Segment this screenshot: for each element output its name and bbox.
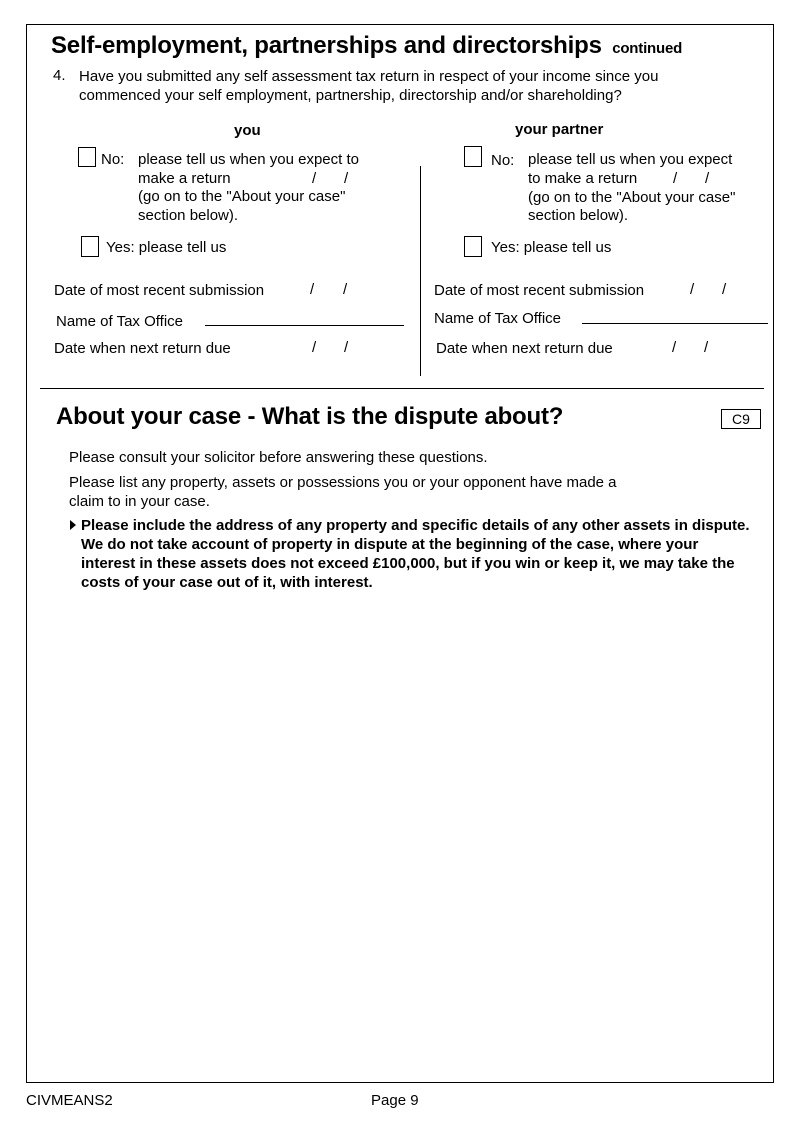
you-date-recent-sep-2: / [343,281,348,298]
section-code-badge: C9 [721,409,761,429]
you-next-due-sep-1: / [312,339,317,356]
you-date-recent-label: Date of most recent submission [54,282,265,299]
section-title-suffix: continued [612,40,683,57]
partner-return-date-sep-1: / [673,170,678,187]
you-date-recent-sep-1: / [310,281,315,298]
partner-date-recent-sep-2: / [722,281,727,298]
you-tax-office-field[interactable] [205,325,404,326]
section-title [51,32,682,60]
you-yes-label: Yes: please tell us [106,239,227,256]
question-number: 4. [53,67,66,84]
case-list-text-2: claim to in your case. [69,493,210,510]
partner-no-text-2: to make a return [528,170,638,187]
question-text: Have you submitted any self assessment tax return in respect of your income since you commenced your self employment, partnership, directorship and/or shareholding? [79,68,659,104]
case-instruction-text: Please include the address of any property and specific details of any other assets in dispute. We do not take account of property in dispute at the beginning of the case, where your interest in these assets does not exceed £100,000, but if you win or keep it, we may take the costs of your case out of it, with interest. [81,517,750,591]
you-no-text-2: make a return [138,170,231,187]
case-consult-text: Please consult your solicitor before answering these questions. [69,449,488,466]
partner-tax-office-label: Name of Tax Office [434,310,562,327]
you-no-checkbox[interactable] [78,147,96,167]
partner-yes-label: Yes: please tell us [491,239,612,256]
section-title-text: Self-employment, partnerships and directorships [51,32,602,59]
case-section-title: About your case - What is the dispute about? [56,403,564,430]
partner-column-heading: your partner [515,121,604,138]
section-divider [40,388,764,389]
page-number: Page 9 [371,1092,419,1109]
partner-date-recent-label: Date of most recent submission [434,282,645,299]
you-no-text-1: please tell us when you expect to [138,151,359,168]
you-next-due-sep-2: / [344,339,349,356]
column-divider [420,166,421,376]
you-no-label: No: [101,151,125,168]
partner-no-text-3: (go on to the "About your case" [528,189,736,206]
form-code: CIVMEANS2 [26,1092,113,1109]
case-answer-area[interactable] [40,600,760,1070]
pointer-triangle-icon [70,520,76,530]
you-column-heading: you [234,122,261,139]
partner-yes-checkbox[interactable] [464,236,482,257]
partner-no-text-4: section below). [528,207,629,224]
you-no-text-3: (go on to the "About your case" [138,188,346,205]
partner-next-due-sep-2: / [704,339,709,356]
partner-next-due-label: Date when next return due [436,340,613,357]
you-tax-office-label: Name of Tax Office [56,313,184,330]
you-return-date-sep-1: / [312,170,317,187]
you-no-text-4: section below). [138,207,239,224]
you-next-due-label: Date when next return due [54,340,231,357]
you-yes-checkbox[interactable] [81,236,99,257]
case-list-text-1: Please list any property, assets or possessions you or your opponent have made a [69,474,617,491]
you-return-date-sep-2: / [344,170,349,187]
partner-no-checkbox[interactable] [464,146,482,167]
partner-no-label: No: [491,152,515,169]
partner-tax-office-field[interactable] [582,323,768,324]
case-instruction-note [70,516,750,592]
partner-no-text-1: please tell us when you expect [528,151,733,168]
partner-date-recent-sep-1: / [690,281,695,298]
partner-next-due-sep-1: / [672,339,677,356]
partner-return-date-sep-2: / [705,170,710,187]
